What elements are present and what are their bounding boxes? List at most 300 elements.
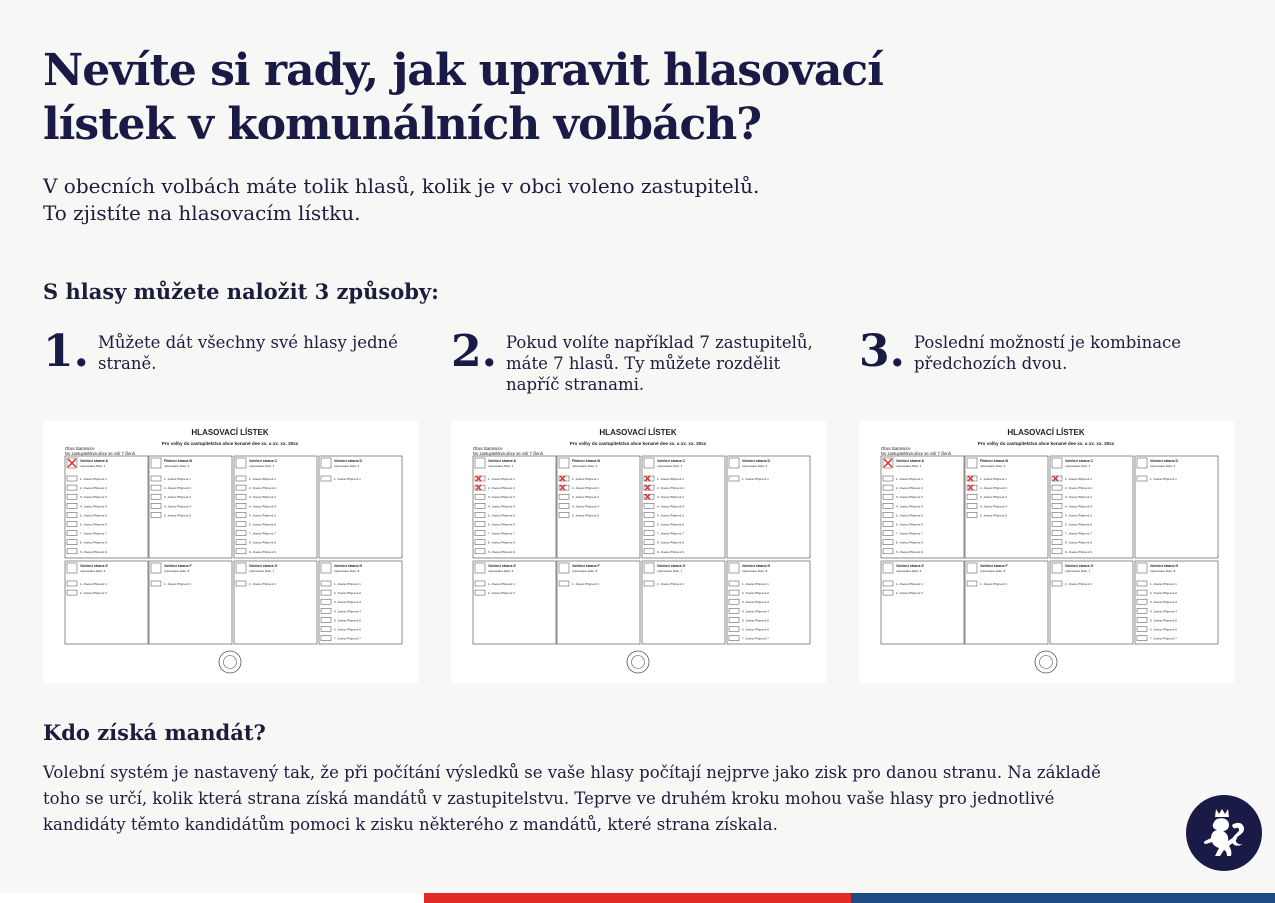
party-name: Volební strana E	[80, 564, 108, 568]
candidate-checkbox	[236, 531, 246, 536]
ballot-municipality: Obec Batosnice	[881, 446, 911, 451]
candidate-label: 4. Jméno Příjmení 4	[334, 609, 361, 614]
ballot-title: HLASOVACÍ LÍSTEK	[1007, 428, 1085, 437]
candidate-checkbox	[644, 512, 654, 517]
candidate-label: 4. Jméno Příjmení 4	[1065, 504, 1092, 509]
party-number: vylosované číslo: 3	[657, 464, 683, 468]
candidate-label: 1. Jméno Příjmení 1	[572, 477, 599, 481]
candidate-checkbox	[883, 522, 893, 527]
candidate-label: 4. Jméno Příjmení 4	[488, 504, 515, 509]
mandate-text: Volební systém je nastavený tak, že při počítání výsledků se vaše hlasy počítají nejprve jako zisk pro danou stranu. Na základě toho se určí, kolik která strana získá mandátů v zastupitelstvu. Teprve ve druhém kroku mohou vaše hlasy pro jednotlivé kandidáty těmto kandidátům pomoci k zisku některého z mandátů, které strana získala.	[43, 763, 1101, 834]
party-name: Volební strana D	[334, 459, 363, 463]
subtitle-line-2: To zjistíte na hlasovacím lístku.	[43, 201, 361, 225]
candidate-label: 1. Jméno Příjmení 1	[896, 582, 923, 586]
candidate-label: 1. Jméno Příjmení 1	[1065, 477, 1092, 481]
candidate-checkbox	[1137, 608, 1147, 613]
candidate-label: 8. Jméno Příjmení 8	[80, 540, 107, 545]
party-column	[1050, 456, 1133, 558]
candidate-checkbox	[1137, 476, 1147, 481]
candidate-checkbox	[67, 581, 77, 586]
party-checkbox	[321, 458, 331, 468]
party-box	[727, 456, 810, 558]
step-number: 2.	[451, 326, 497, 377]
candidate-checkbox	[321, 627, 331, 632]
party-box	[1135, 456, 1218, 558]
candidate-checkbox	[236, 485, 246, 490]
ballot-example-1	[43, 421, 418, 683]
candidate-label: 3. Jméno Příjmení 3	[572, 495, 599, 500]
party-checkbox	[729, 458, 739, 468]
party-number: vylosované číslo: 4	[1150, 464, 1176, 468]
step-text: Pokud volíte například 7 zastupitelů, máte 7 hlasů. Ty můžete rozdělit napříč stranami.	[506, 333, 813, 394]
party-box	[881, 561, 964, 644]
candidate-label: 6. Jméno Příjmení 6	[1065, 522, 1092, 527]
flag-bar-white	[0, 893, 424, 903]
party-name: Volební strana H	[334, 564, 363, 568]
candidate-label: 1. Jméno Příjmení 1	[80, 582, 107, 586]
candidate-checkbox	[729, 608, 739, 613]
candidate-label: 7. Jméno Příjmení 7	[896, 531, 923, 536]
candidate-label: 5. Jméno Příjmení 5	[896, 513, 923, 518]
candidate-label: 7. Jméno Příjmení 7	[334, 636, 361, 641]
candidate-checkbox	[729, 627, 739, 632]
candidate-label: 2. Jméno Příjmení 2	[249, 486, 276, 491]
candidate-checkbox	[67, 476, 77, 481]
candidate-label: 5. Jméno Příjmení 5	[334, 618, 361, 623]
candidate-checkbox	[151, 485, 161, 490]
party-name: Volební strana A	[896, 459, 924, 463]
party-checkbox	[1052, 458, 1062, 468]
party-column	[642, 456, 725, 558]
seal-ring	[219, 651, 241, 673]
candidate-label: 5. Jméno Příjmení 5	[80, 513, 107, 518]
party-column	[727, 456, 810, 558]
candidate-checkbox	[729, 617, 739, 622]
candidate-checkbox	[236, 549, 246, 554]
party-name: Volební strana A	[488, 459, 516, 463]
candidate-checkbox	[1052, 531, 1062, 536]
candidate-checkbox	[883, 581, 893, 586]
candidate-label: 6. Jméno Příjmení 6	[80, 522, 107, 527]
candidate-label: 2. Jméno Příjmení 2	[334, 591, 361, 596]
candidate-label: 6. Jméno Příjmení 6	[334, 627, 361, 632]
candidate-checkbox	[729, 590, 739, 595]
ballot-seal	[1035, 651, 1057, 673]
party-column	[1135, 561, 1218, 644]
seal-inner-ring	[224, 656, 237, 669]
candidate-label: 7. Jméno Příjmení 7	[1065, 531, 1092, 536]
party-box	[149, 561, 232, 644]
candidate-checkbox	[729, 581, 739, 586]
candidate-label: 2. Jméno Příjmení 2	[488, 486, 515, 491]
party-name: Volební strana A	[80, 459, 108, 463]
ballot-instruction: Do zastupitelstva obce se volí 7 členů	[881, 451, 952, 456]
candidate-checkbox	[967, 494, 977, 499]
step-number: 3.	[859, 326, 905, 377]
candidate-label: 1. Jméno Příjmení 1	[334, 582, 361, 586]
candidate-label: 5. Jméno Příjmení 5	[572, 513, 599, 518]
candidate-label: 8. Jméno Příjmení 8	[249, 540, 276, 545]
party-checkbox	[559, 563, 569, 573]
candidate-checkbox	[1052, 581, 1062, 586]
candidate-checkbox	[236, 503, 246, 508]
candidate-label: 9. Jméno Příjmení 9	[80, 549, 107, 554]
candidate-checkbox	[1052, 512, 1062, 517]
candidate-label: 1. Jméno Příjmení 1	[164, 477, 191, 481]
candidate-checkbox	[475, 590, 485, 595]
candidate-checkbox	[67, 540, 77, 545]
party-column	[965, 561, 1048, 644]
candidate-label: 4. Jméno Příjmení 4	[1150, 609, 1177, 614]
candidate-label: 6. Jméno Příjmení 6	[896, 522, 923, 527]
party-checkbox	[729, 563, 739, 573]
candidate-label: 5. Jméno Příjmení 5	[980, 513, 1007, 518]
candidate-checkbox	[1052, 549, 1062, 554]
party-column	[557, 456, 640, 558]
candidate-checkbox	[1052, 540, 1062, 545]
party-number: vylosované číslo: 5	[896, 569, 922, 573]
page-subtitle	[43, 173, 943, 227]
seal-ring	[1035, 651, 1057, 673]
candidate-label: 6. Jméno Příjmení 6	[1150, 627, 1177, 632]
ballot-svg	[859, 421, 1234, 683]
candidate-label: 5. Jméno Příjmení 5	[164, 513, 191, 518]
candidate-checkbox	[236, 522, 246, 527]
candidate-checkbox	[729, 636, 739, 641]
ballot-seal	[219, 651, 241, 673]
candidate-checkbox	[236, 512, 246, 517]
candidate-label: 7. Jméno Příjmení 7	[1150, 636, 1177, 641]
party-name: Volební strana G	[1065, 564, 1094, 568]
candidate-checkbox	[236, 540, 246, 545]
candidate-label: 2. Jméno Příjmení 2	[488, 591, 515, 596]
party-checkbox	[475, 458, 485, 468]
candidate-checkbox	[883, 590, 893, 595]
candidate-checkbox	[475, 503, 485, 508]
party-checkbox	[1137, 458, 1147, 468]
candidate-checkbox	[475, 549, 485, 554]
candidate-checkbox	[644, 540, 654, 545]
party-box	[642, 561, 725, 644]
party-name: Fiktivní strana B	[572, 459, 600, 463]
candidate-label: 8. Jméno Příjmení 8	[657, 540, 684, 545]
candidate-label: 2. Jméno Příjmení 2	[80, 591, 107, 596]
party-checkbox	[1052, 563, 1062, 573]
party-number: vylosované číslo: 3	[1065, 464, 1091, 468]
party-number: vylosované číslo: 2	[980, 464, 1006, 468]
candidate-checkbox	[559, 494, 569, 499]
candidate-checkbox	[236, 581, 246, 586]
party-name: Volební strana C	[249, 459, 278, 463]
candidate-label: 2. Jméno Příjmení 2	[80, 486, 107, 491]
party-column	[319, 561, 402, 644]
candidate-label: 1. Jméno Příjmení 1	[657, 477, 684, 481]
candidate-label: 1. Jméno Příjmení 1	[1065, 582, 1092, 586]
ballot-municipality: Obec Batosnice	[65, 446, 95, 451]
candidate-checkbox	[67, 512, 77, 517]
candidate-label: 2. Jméno Příjmení 2	[896, 486, 923, 491]
ballot-svg	[451, 421, 826, 683]
party-column	[965, 456, 1048, 558]
candidate-checkbox	[1137, 599, 1147, 604]
candidate-checkbox	[67, 531, 77, 536]
candidate-label: 9. Jméno Příjmení 9	[249, 549, 276, 554]
party-checkbox	[883, 563, 893, 573]
party-name: Volební strana E	[896, 564, 924, 568]
step-text: Poslední možností je kombinace předchozích dvou.	[914, 333, 1182, 373]
party-name: Volební strana F	[572, 564, 600, 568]
candidate-checkbox	[475, 531, 485, 536]
candidate-checkbox	[559, 512, 569, 517]
candidate-label: 1. Jméno Příjmení 1	[742, 477, 769, 481]
page-title: Nevíte si rady, jak upravit hlasovací lístek v komunálních volbách?	[43, 45, 883, 150]
candidate-label: 2. Jméno Příjmení 2	[1150, 591, 1177, 596]
ballot-municipality: Obec Batosnice	[473, 446, 503, 451]
candidate-label: 4. Jméno Příjmení 4	[896, 504, 923, 509]
ballot-example-3	[859, 421, 1234, 683]
party-name: Volební strana C	[1065, 459, 1094, 463]
candidate-label: 7. Jméno Příjmení 7	[742, 636, 769, 641]
candidate-label: 9. Jméno Příjmení 9	[896, 549, 923, 554]
candidate-checkbox	[321, 590, 331, 595]
candidate-label: 3. Jméno Příjmení 3	[1150, 600, 1177, 605]
party-checkbox	[475, 563, 485, 573]
candidate-checkbox	[475, 494, 485, 499]
party-box	[473, 561, 556, 644]
candidate-label: 1. Jméno Příjmení 1	[572, 582, 599, 586]
party-number: vylosované číslo: 4	[742, 464, 768, 468]
candidate-checkbox	[151, 512, 161, 517]
candidate-label: 3. Jméno Příjmení 3	[742, 600, 769, 605]
candidate-label: 7. Jméno Příjmení 7	[488, 531, 515, 536]
candidate-checkbox	[1137, 636, 1147, 641]
candidate-label: 5. Jméno Příjmení 5	[742, 618, 769, 623]
party-number: vylosované číslo: 1	[80, 464, 106, 468]
candidate-label: 9. Jméno Příjmení 9	[657, 549, 684, 554]
ballot-subtitle: Pro volby do zastupitelstva obce konané dne xx. a xx. xx. 20xx	[977, 441, 1115, 446]
party-number: vylosované číslo: 7	[1065, 569, 1091, 573]
candidate-label: 3. Jméno Příjmení 3	[980, 495, 1007, 500]
ballot-subtitle: Pro volby do zastupitelstva obce konané dne xx. a xx. xx. 20xx	[161, 441, 299, 446]
party-name: Volební strana G	[657, 564, 686, 568]
party-column	[234, 456, 317, 558]
candidate-checkbox	[321, 599, 331, 604]
candidate-label: 3. Jméno Příjmení 3	[1065, 495, 1092, 500]
party-box	[1050, 561, 1133, 644]
party-column	[473, 456, 556, 558]
candidate-checkbox	[321, 476, 331, 481]
candidate-checkbox	[967, 581, 977, 586]
party-name: Volební strana E	[488, 564, 516, 568]
candidate-checkbox	[236, 494, 246, 499]
candidate-label: 3. Jméno Příjmení 3	[164, 495, 191, 500]
candidate-checkbox	[1137, 627, 1147, 632]
party-box	[234, 561, 317, 644]
candidate-label: 3. Jméno Příjmení 3	[80, 495, 107, 500]
candidate-label: 1. Jméno Příjmení 1	[980, 582, 1007, 586]
candidate-label: 3. Jméno Příjmení 3	[657, 495, 684, 500]
candidate-label: 2. Jméno Příjmení 2	[1065, 486, 1092, 491]
candidate-label: 8. Jméno Příjmení 8	[1065, 540, 1092, 545]
candidate-checkbox	[883, 503, 893, 508]
candidate-label: 4. Jméno Příjmení 4	[742, 609, 769, 614]
party-checkbox	[644, 458, 654, 468]
candidate-checkbox	[236, 476, 246, 481]
party-number: vylosované číslo: 1	[896, 464, 922, 468]
candidate-label: 3. Jméno Příjmení 3	[334, 600, 361, 605]
party-number: vylosované číslo: 5	[80, 569, 106, 573]
party-column	[1135, 456, 1218, 558]
party-column	[65, 561, 148, 644]
candidate-label: 1. Jméno Příjmení 1	[742, 582, 769, 586]
candidate-checkbox	[67, 549, 77, 554]
candidate-label: 1. Jméno Příjmení 1	[980, 477, 1007, 481]
candidate-label: 3. Jméno Příjmení 3	[249, 495, 276, 500]
party-name: Volební strana C	[657, 459, 686, 463]
candidate-checkbox	[1052, 494, 1062, 499]
subtitle-line-1: V obecních volbách máte tolik hlasů, kolik je v obci voleno zastupitelů.	[43, 174, 760, 198]
ballot-instruction: Do zastupitelstva obce se volí 7 členů	[65, 451, 136, 456]
candidate-label: 3. Jméno Příjmení 3	[896, 495, 923, 500]
candidate-checkbox	[321, 608, 331, 613]
candidate-label: 4. Jméno Příjmení 4	[657, 504, 684, 509]
candidate-checkbox	[644, 549, 654, 554]
candidate-label: 6. Jméno Příjmení 6	[742, 627, 769, 632]
party-column	[234, 561, 317, 644]
candidate-checkbox	[475, 581, 485, 586]
candidate-label: 6. Jméno Příjmení 6	[657, 522, 684, 527]
party-box	[319, 456, 402, 558]
candidate-label: 4. Jméno Příjmení 4	[249, 504, 276, 509]
party-column	[65, 456, 148, 558]
candidate-checkbox	[644, 522, 654, 527]
candidate-checkbox	[67, 522, 77, 527]
party-number: vylosované číslo: 8	[334, 569, 360, 573]
candidate-label: 5. Jméno Příjmení 5	[1150, 618, 1177, 623]
candidate-label: 6. Jméno Příjmení 6	[249, 522, 276, 527]
candidate-checkbox	[729, 476, 739, 481]
party-box	[965, 561, 1048, 644]
candidate-checkbox	[67, 485, 77, 490]
candidate-label: 4. Jméno Příjmení 4	[980, 504, 1007, 509]
candidate-label: 9. Jméno Příjmení 9	[488, 549, 515, 554]
party-name: Volební strana H	[1150, 564, 1179, 568]
candidate-checkbox	[1137, 617, 1147, 622]
mandate-heading: Kdo získá mandát?	[43, 720, 266, 745]
candidate-checkbox	[559, 503, 569, 508]
candidate-label: 5. Jméno Příjmení 5	[249, 513, 276, 518]
candidate-checkbox	[644, 503, 654, 508]
ballot-example-2	[451, 421, 826, 683]
seal-inner-ring	[632, 656, 645, 669]
party-checkbox	[151, 563, 161, 573]
party-number: vylosované číslo: 3	[249, 464, 275, 468]
candidate-checkbox	[883, 476, 893, 481]
flag-bar-blue	[851, 893, 1275, 903]
party-checkbox	[967, 458, 977, 468]
flag-bar-red	[424, 893, 851, 903]
party-checkbox	[151, 458, 161, 468]
candidate-label: 1. Jméno Příjmení 1	[249, 477, 276, 481]
candidate-label: 1. Jméno Příjmení 1	[249, 582, 276, 586]
party-checkbox	[67, 563, 77, 573]
candidate-label: 1. Jméno Příjmení 1	[80, 477, 107, 481]
party-name: Fiktivní strana B	[164, 459, 192, 463]
candidate-checkbox	[644, 581, 654, 586]
candidate-checkbox	[67, 503, 77, 508]
party-name: Volební strana F	[980, 564, 1008, 568]
ballot-seal	[627, 651, 649, 673]
candidate-checkbox	[151, 503, 161, 508]
candidate-checkbox	[151, 581, 161, 586]
candidate-checkbox	[967, 503, 977, 508]
candidate-label: 2. Jméno Příjmení 2	[742, 591, 769, 596]
party-column	[319, 456, 402, 558]
party-column	[1050, 561, 1133, 644]
party-number: vylosované číslo: 2	[164, 464, 190, 468]
party-number: vylosované číslo: 6	[980, 569, 1006, 573]
candidate-label: 5. Jméno Příjmení 5	[1065, 513, 1092, 518]
candidate-label: 1. Jméno Příjmení 1	[1150, 582, 1177, 586]
ballot-svg	[43, 421, 418, 683]
candidate-label: 1. Jméno Příjmení 1	[896, 477, 923, 481]
ways-heading: S hlasy můžete naložit 3 způsoby:	[43, 279, 439, 304]
party-name: Volební strana F	[164, 564, 192, 568]
candidate-label: 3. Jméno Příjmení 3	[488, 495, 515, 500]
party-number: vylosované číslo: 8	[1150, 569, 1176, 573]
candidate-label: 2. Jméno Příjmení 2	[980, 486, 1007, 491]
party-box	[65, 561, 148, 644]
ballot-title: HLASOVACÍ LÍSTEK	[599, 428, 677, 437]
party-name: Volební strana D	[1150, 459, 1179, 463]
party-column	[557, 561, 640, 644]
candidate-checkbox	[1052, 503, 1062, 508]
candidate-label: 9. Jméno Příjmení 9	[1065, 549, 1092, 554]
candidate-label: 7. Jméno Příjmení 7	[657, 531, 684, 536]
candidate-label: 1. Jméno Příjmení 1	[334, 477, 361, 481]
candidate-label: 2. Jméno Příjmení 2	[164, 486, 191, 491]
candidate-checkbox	[644, 531, 654, 536]
candidate-checkbox	[1052, 522, 1062, 527]
czech-lion-icon	[1186, 795, 1262, 871]
candidate-checkbox	[475, 512, 485, 517]
candidate-checkbox	[475, 522, 485, 527]
candidate-label: 1. Jméno Příjmení 1	[657, 582, 684, 586]
party-column	[727, 561, 810, 644]
candidate-checkbox	[729, 599, 739, 604]
candidate-label: 7. Jméno Příjmení 7	[80, 531, 107, 536]
seal-inner-ring	[1040, 656, 1053, 669]
party-name: Volební strana H	[742, 564, 771, 568]
candidate-label: 2. Jméno Příjmení 2	[657, 486, 684, 491]
candidate-checkbox	[67, 590, 77, 595]
candidate-label: 1. Jméno Příjmení 1	[488, 582, 515, 586]
candidate-checkbox	[321, 636, 331, 641]
candidate-label: 5. Jméno Příjmení 5	[657, 513, 684, 518]
candidate-label: 2. Jméno Příjmení 2	[572, 486, 599, 491]
ballot-subtitle: Pro volby do zastupitelstva obce konané dne xx. a xx. xx. 20xx	[569, 441, 707, 446]
party-column	[881, 561, 964, 644]
party-box	[557, 561, 640, 644]
party-number: vylosované číslo: 6	[164, 569, 190, 573]
candidate-checkbox	[967, 512, 977, 517]
party-column	[149, 456, 232, 558]
party-name: Fiktivní strana B	[980, 459, 1008, 463]
candidate-checkbox	[475, 540, 485, 545]
candidate-label: 5. Jméno Příjmení 5	[488, 513, 515, 518]
party-number: vylosované číslo: 7	[657, 569, 683, 573]
candidate-label: 8. Jméno Příjmení 8	[896, 540, 923, 545]
